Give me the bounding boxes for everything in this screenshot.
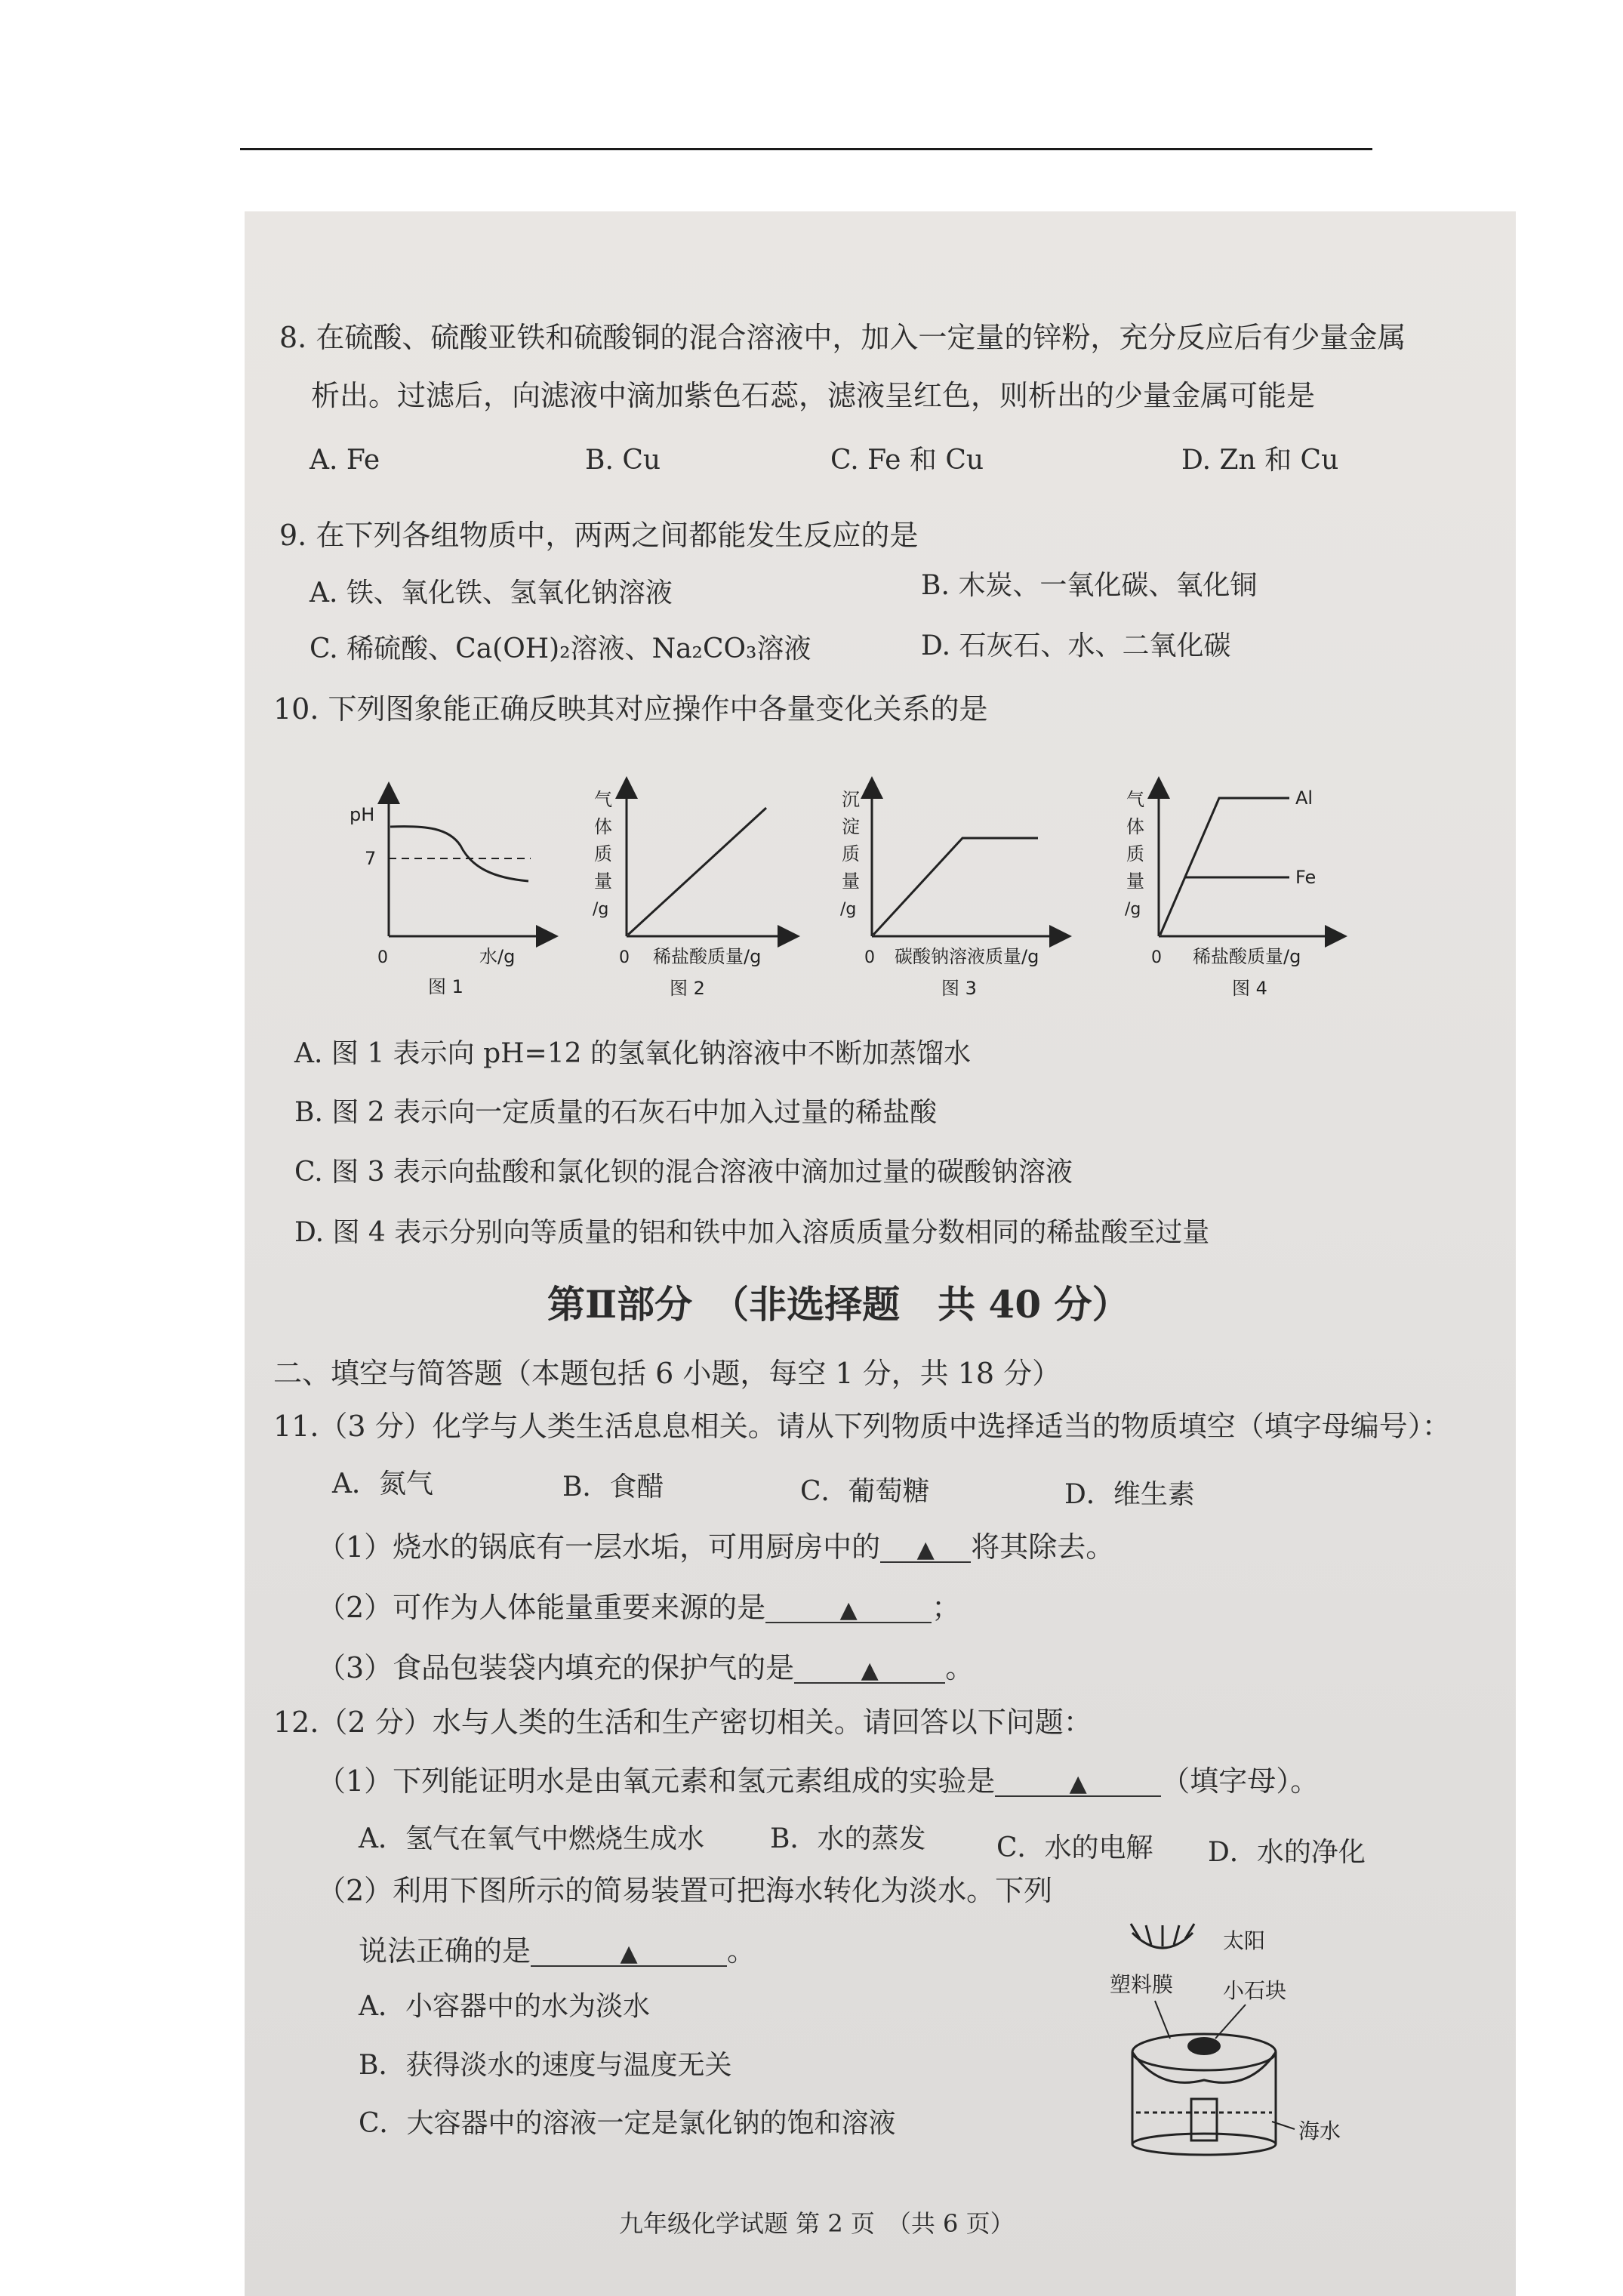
graph-4-caption: 图 4 bbox=[1232, 978, 1267, 999]
graph-3-origin: 0 bbox=[864, 948, 875, 967]
q11-sub3 bbox=[317, 1653, 974, 1684]
q11-choice-c: C．葡萄糖 bbox=[800, 1476, 930, 1507]
q8-option-a: A. Fe bbox=[310, 445, 380, 476]
q10-stem: 10. 下列图象能正确反映其对应操作中各量变化关系的是 bbox=[273, 692, 988, 726]
q11-sub1 bbox=[317, 1530, 1115, 1564]
q12-sub1-option-b: B．水的蒸发 bbox=[770, 1823, 926, 1854]
q11-sub2 bbox=[317, 1593, 960, 1623]
q11-sub1-tail: 将其除去。 bbox=[971, 1530, 1115, 1564]
q12-sub2-text: 说法正确的是 bbox=[359, 1934, 531, 1968]
graph-4-ylabel-5: /g bbox=[1125, 900, 1141, 919]
header-rule bbox=[240, 148, 1372, 150]
graph-2-origin: 0 bbox=[619, 948, 630, 967]
q12-sub1-option-a: A．氢气在氧气中燃烧生成水 bbox=[359, 1823, 704, 1854]
graph-4-line-al bbox=[1160, 798, 1289, 935]
q12-sub1-tail: （填字母）。 bbox=[1161, 1764, 1320, 1798]
sun-icon bbox=[1131, 1924, 1194, 1948]
graph-2-ylabel-4: 量 bbox=[594, 871, 612, 892]
graph-2-ylabel-3: 质 bbox=[594, 843, 612, 864]
q9-option-c: C. 稀硫酸、Ca(OH)₂溶液、Na₂CO₃溶液 bbox=[310, 633, 812, 664]
q10-option-b: B. 图 2 表示向一定质量的石灰石中加入过量的稀盐酸 bbox=[294, 1097, 938, 1128]
graph-3-ylabel-2: 淀 bbox=[842, 816, 860, 837]
q11-sub1-blank[interactable]: ▲ bbox=[880, 1539, 971, 1563]
graph-3-xlabel: 碳酸钠溶液质量/g bbox=[895, 946, 1039, 967]
graph-1-ylabel: pH bbox=[350, 804, 375, 825]
graph-3-ylabel-5: /g bbox=[840, 900, 857, 919]
q10-option-a: A. 图 1 表示向 pH=12 的氢氧化钠溶液中不断加蒸馏水 bbox=[294, 1038, 971, 1069]
q12-sub1-option-d: D．水的净化 bbox=[1208, 1837, 1366, 1868]
q12-sub2-tail: 。 bbox=[727, 1934, 756, 1968]
graph-2-xlabel: 稀盐酸质量/g bbox=[653, 946, 762, 967]
q12-sub2-line1: （2）利用下图所示的简易装置可把海水转化为淡水。下列 bbox=[317, 1874, 1053, 1907]
graph-4 bbox=[1117, 774, 1374, 1000]
graph-4-xlabel: 稀盐酸质量/g bbox=[1193, 946, 1301, 967]
q9-stem: 9. 在下列各组物质中，两两之间都能发生反应的是 bbox=[279, 519, 919, 552]
graph-2-ylabel-2: 体 bbox=[594, 816, 612, 837]
plastic-film-label: 塑料膜 bbox=[1110, 1972, 1174, 1997]
q12-sub2-option-b: B．获得淡水的速度与温度无关 bbox=[359, 2050, 732, 2081]
stone-shape bbox=[1187, 2037, 1221, 2055]
q11-choice-d: D．维生素 bbox=[1064, 1479, 1195, 1510]
graph-4-ylabel-3: 质 bbox=[1126, 843, 1144, 864]
q12-stem: 12.（2 分）水与人类的生活和生产密切相关。请回答以下问题： bbox=[273, 1706, 1092, 1739]
q8-option-b: B. Cu bbox=[585, 445, 661, 476]
graph-1-caption: 图 1 bbox=[428, 976, 463, 997]
q11-sub3-tail: 。 bbox=[945, 1651, 975, 1684]
q12-sub1-blank[interactable]: ▲ bbox=[995, 1773, 1161, 1797]
q9-option-d: D. 石灰石、水、二氧化碳 bbox=[921, 630, 1231, 661]
graph-3-ylabel-4: 量 bbox=[842, 871, 860, 892]
q10-option-d: D. 图 4 表示分别向等质量的铝和铁中加入溶质质量分数相同的稀盐酸至过量 bbox=[294, 1217, 1210, 1248]
sun-label: 太阳 bbox=[1223, 1928, 1266, 1953]
q11-choice-a: A．氮气 bbox=[332, 1469, 433, 1499]
q11-sub3-text: （3）食品包装袋内填充的保护气的是 bbox=[317, 1651, 795, 1684]
q12-sub2-option-a: A．小容器中的水为淡水 bbox=[359, 1991, 650, 2022]
q11-sub2-text: （2）可作为人体能量重要来源的是 bbox=[317, 1591, 766, 1624]
graph-1-ytick-7: 7 bbox=[365, 848, 377, 869]
q8-option-d: D. Zn 和 Cu bbox=[1181, 445, 1339, 476]
graph-2-caption: 图 2 bbox=[670, 978, 705, 999]
q12-sub1 bbox=[317, 1764, 1320, 1798]
graph-4-origin: 0 bbox=[1151, 948, 1162, 967]
graph-3-ylabel-3: 质 bbox=[842, 843, 860, 864]
stone-label: 小石块 bbox=[1223, 1978, 1287, 2003]
graph-3 bbox=[834, 774, 1106, 1000]
section-heading: 二、填空与简答题（本题包括 6 小题，每空 1 分，共 18 分） bbox=[273, 1357, 1061, 1390]
graph-2-ylabel-5: /g bbox=[593, 900, 609, 919]
q11-sub3-blank[interactable]: ▲ bbox=[794, 1660, 945, 1684]
q10-option-c: C. 图 3 表示向盐酸和氯化钡的混合溶液中滴加过量的碳酸钠溶液 bbox=[294, 1157, 1073, 1188]
q11-sub2-blank[interactable]: ▲ bbox=[765, 1599, 932, 1623]
q9-option-b: B. 木炭、一氧化碳、氧化铜 bbox=[921, 570, 1258, 601]
graph-4-ylabel-1: 气 bbox=[1126, 789, 1144, 810]
graph-2 bbox=[585, 774, 812, 1000]
q11-sub2-tail: ； bbox=[932, 1591, 961, 1624]
graph-1 bbox=[343, 781, 570, 1000]
graph-4-series-fe-label: Fe bbox=[1295, 867, 1317, 888]
q8-stem-line2: 析出。过滤后，向滤液中滴加紫色石蕊，滤液呈红色，则析出的少量金属可能是 bbox=[311, 379, 1316, 412]
part2-title: 第Ⅱ部分 （非选择题 共 40 分） bbox=[547, 1282, 1130, 1327]
graph-1-xlabel: 水/g bbox=[479, 946, 516, 967]
q9-option-a: A. 铁、氧化铁、氢氧化钠溶液 bbox=[310, 578, 673, 609]
graph-4-ylabel-4: 量 bbox=[1126, 871, 1144, 892]
graph-1-origin: 0 bbox=[377, 948, 388, 967]
page-footer: 九年级化学试题 第 2 页 （共 6 页） bbox=[619, 2209, 1015, 2238]
q11-stem: 11.（3 分）化学与人类生活息息相关。请从下列物质中选择适当的物质填空（填字母编号）： bbox=[273, 1410, 1451, 1443]
q8-option-c: C. Fe 和 Cu bbox=[830, 445, 984, 476]
q11-sub1-text: （1）烧水的锅底有一层水垢，可用厨房中的 bbox=[317, 1530, 881, 1564]
graph-3-line bbox=[873, 838, 1038, 935]
q12-sub2-line2 bbox=[359, 1934, 756, 1968]
desalination-figure bbox=[1102, 1918, 1389, 2159]
q12-sub1-option-c: C．水的电解 bbox=[996, 1832, 1153, 1863]
graph-2-line bbox=[628, 808, 766, 935]
graph-4-series-al-label: Al bbox=[1295, 787, 1313, 809]
q8-stem-line1: 8. 在硫酸、硫酸亚铁和硫酸铜的混合溶液中，加入一定量的锌粉，充分反应后有少量金属 bbox=[279, 321, 1406, 354]
q12-sub2-blank[interactable]: ▲ bbox=[531, 1943, 727, 1967]
q11-choice-b: B．食醋 bbox=[562, 1472, 664, 1502]
graph-2-ylabel-1: 气 bbox=[594, 789, 612, 810]
q12-sub1-text: （1）下列能证明水是由氧元素和氢元素组成的实验是 bbox=[317, 1764, 996, 1798]
graph-3-ylabel-1: 沉 bbox=[842, 789, 860, 810]
seawater-label: 海水 bbox=[1298, 2119, 1341, 2143]
graph-3-caption: 图 3 bbox=[941, 978, 977, 999]
graph-1-curve bbox=[390, 827, 528, 881]
q12-sub2-option-c: C．大容器中的溶液一定是氯化钠的饱和溶液 bbox=[359, 2108, 896, 2139]
graph-4-ylabel-2: 体 bbox=[1126, 816, 1144, 837]
